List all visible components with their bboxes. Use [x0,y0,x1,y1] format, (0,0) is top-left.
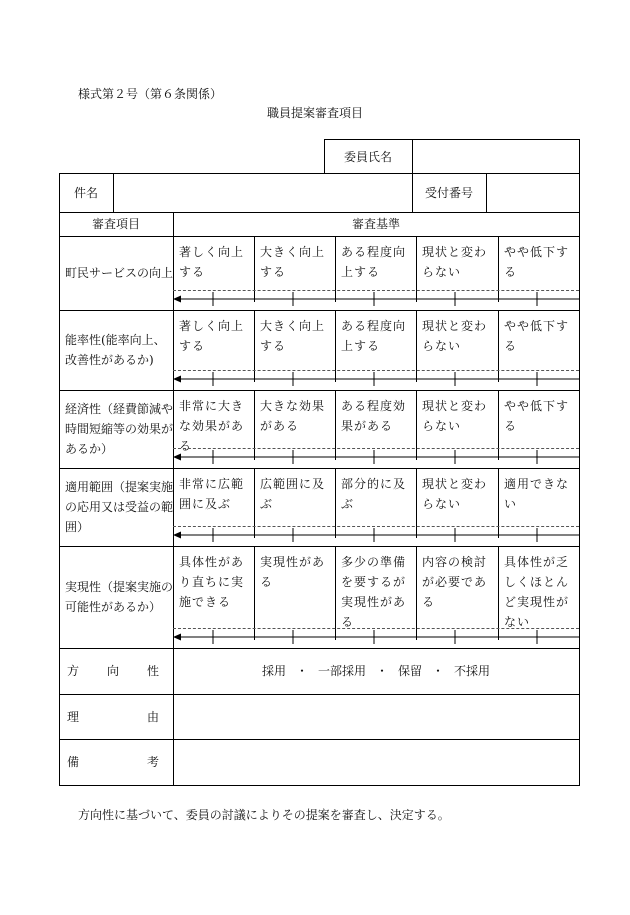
review-item-3: 経済性（経費節減や時間短縮等の効果があるか） [65,402,174,456]
criteria-option-1-1: 著しく向上する [179,245,245,279]
criteria-option-2-5: やや低下する [504,319,570,353]
option-separator: ・ [295,664,308,678]
direction-label-char: 向 [106,664,119,678]
option-separator: ・ [432,664,445,678]
reason-label-char: 由 [146,709,159,724]
dotted-guide-line [173,628,579,629]
criteria-option-1-3: ある程度向上する [341,245,407,279]
reception-number-label: 受付番号 [424,186,473,200]
direction-option: 保留 [398,664,423,678]
criteria-option-2-4: 現状と変わらない [422,319,488,353]
member-name-label: 委員氏名 [343,149,392,164]
criteria-option-4-3: 部分的に及ぶ [341,477,407,511]
direction-option: 一部採用 [317,664,366,678]
criteria-option-3-1: 非常に大きな効果がある [179,399,245,453]
arrow-left-icon [173,454,181,461]
rating-scale-4[interactable] [173,528,579,542]
arrow-left-icon [173,532,181,539]
criteria-option-3-4: 現状と変わらない [422,399,488,433]
criteria-option-1-2: 大きく向上する [260,245,326,279]
rating-scale-5[interactable] [173,630,579,644]
rating-scale-3[interactable] [173,450,579,464]
criteria-option-4-4: 現状と変わらない [422,477,488,511]
dotted-guide-line [173,370,579,371]
subject-field[interactable] [114,173,412,213]
criteria-option-3-2: 大きな効果がある [260,399,326,433]
option-separator: ・ [375,664,388,678]
rating-scale-2[interactable] [173,372,579,386]
direction-label-char: 方 [67,664,80,678]
review-item-4: 適用範囲（提案実施の応用又は受益の範囲） [65,480,174,534]
criteria-option-3-3: ある程度効果がある [341,399,407,433]
criteria-option-1-4: 現状と変わらない [422,245,488,279]
review-item-5: 実現性（提案実施の可能性があるか） [65,580,174,614]
criteria-option-2-2: 大きく向上する [260,319,326,353]
review-item-2: 能率性(能率向上、改善性があるか) [65,333,166,367]
remarks-field[interactable] [173,739,579,785]
criteria-option-5-5: 具体性が乏しくほとんど実現性がない [504,555,570,629]
direction-option: 採用 [261,664,286,678]
arrow-left-icon [173,634,181,641]
criteria-option-4-2: 広範囲に及ぶ [260,477,326,511]
dotted-guide-line [173,448,579,449]
remarks-label-char: 備 [67,755,80,769]
criteria-option-4-1: 非常に広範囲に及ぶ [179,477,245,511]
subject-label: 件名 [73,186,98,200]
reason-field[interactable] [173,694,579,739]
reason-label [59,694,173,739]
arrow-left-icon [173,376,181,383]
direction-label [59,648,173,694]
review-item-1: 町民サービスの向上 [65,266,174,280]
rating-scale-1[interactable] [173,292,579,306]
form-number: 様式第２号（第６条関係） [78,87,223,101]
criteria-option-1-5: やや低下する [504,245,570,279]
review-criteria-header: 審査基準 [351,217,400,231]
criteria-option-3-5: やや低下する [504,399,570,433]
direction-label-char: 性 [146,664,159,678]
criteria-option-5-3: 多少の準備を要するが実現性がある [341,555,407,629]
criteria-option-5-1: 具体性があり直ちに実施できる [179,555,245,609]
direction-options[interactable] [173,648,579,694]
footer-note: 方向性に基づいて、委員の討議によりその提案を審査し、決定する。 [78,808,450,822]
dotted-guide-line [173,526,579,527]
criteria-option-2-3: ある程度向上する [341,319,407,353]
direction-option: 不採用 [454,664,491,678]
arrow-left-icon [173,296,181,303]
remarks-label [59,739,173,785]
dotted-guide-line [173,290,579,291]
bottom-row-border [59,785,580,786]
criteria-option-5-4: 内容の検討が必要である [422,555,488,609]
member-name-field[interactable] [413,139,579,174]
document-title: 職員提案審査項目 [266,106,363,120]
criteria-option-2-1: 著しく向上する [179,319,245,353]
reception-number-field[interactable] [487,173,579,213]
review-item-header: 審査項目 [91,217,140,231]
criteria-option-5-2: 実現性がある [260,555,326,589]
remarks-label-char: 考 [146,755,159,769]
criteria-option-4-5: 適用できない [504,477,570,511]
reason-label-char: 理 [67,709,80,724]
